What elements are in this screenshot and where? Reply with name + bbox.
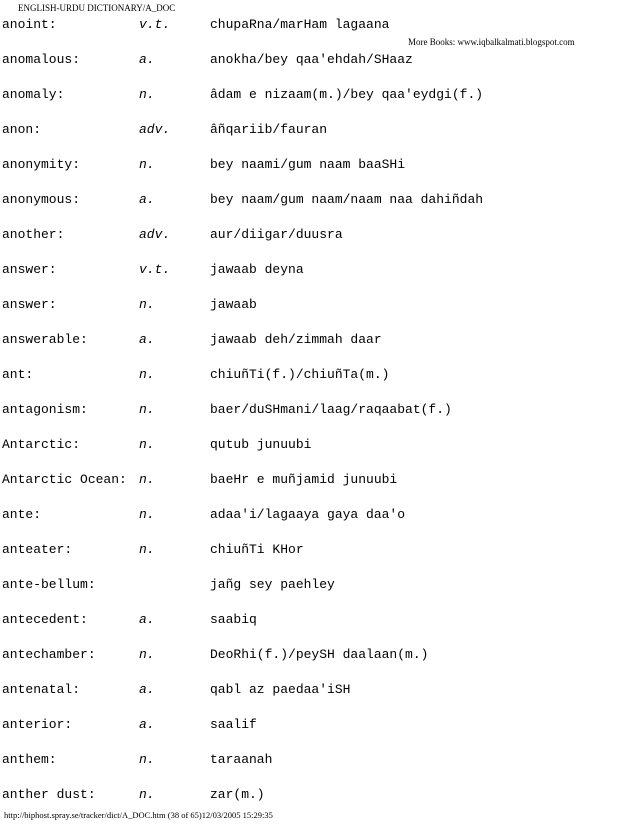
entry-part-of-speech: n. [139,542,155,557]
entry-word: another: [2,227,65,242]
dictionary-entry [0,154,638,189]
entry-part-of-speech: n. [139,87,155,102]
entry-meaning: baer/duSHmani/laag/raqaabat(f.) [210,402,452,417]
entry-word: anonymity: [2,157,81,172]
entry-part-of-speech: n. [139,437,155,452]
dictionary-entry [0,119,638,154]
entry-word: anonymous: [2,192,81,207]
entry-part-of-speech: v.t. [139,262,171,277]
entry-meaning: baeHr e muñjamid junuubi [210,472,398,487]
entry-part-of-speech: n. [139,367,155,382]
entry-part-of-speech: a. [139,192,155,207]
dictionary-entry [0,574,638,609]
dictionary-entry [0,749,638,784]
entry-meaning: jawaab deyna [210,262,304,277]
entry-part-of-speech: n. [139,752,155,767]
entry-part-of-speech: a. [139,682,155,697]
entry-meaning: âñqariib/fauran [210,122,328,137]
entry-word: antecedent: [2,612,88,627]
entry-meaning: bey naami/gum naam baaSHi [210,157,406,172]
entry-word: answer: [2,262,57,277]
entry-part-of-speech: adv. [139,227,171,242]
entry-part-of-speech: a. [139,332,155,347]
entry-meaning: anokha/bey qaa'ehdah/SHaaz [210,52,413,67]
entry-meaning: aur/diigar/duusra [210,227,343,242]
entry-meaning: jañg sey paehley [210,577,335,592]
entry-word: anthem: [2,752,57,767]
dictionary-entry [0,84,638,119]
dictionary-entry [0,714,638,749]
dictionary-entry [0,294,638,329]
entry-word: anomalous: [2,52,81,67]
entry-part-of-speech: a. [139,52,155,67]
entry-part-of-speech: a. [139,612,155,627]
entry-part-of-speech: v.t. [139,17,171,32]
entry-part-of-speech: n. [139,402,155,417]
entry-part-of-speech: a. [139,717,155,732]
entry-word: antechamber: [2,647,96,662]
dictionary-entry [0,329,638,364]
entry-meaning: taraanah [210,752,273,767]
dictionary-entry [0,434,638,469]
entry-meaning: qabl az paedaa'iSH [210,682,351,697]
entry-word: anomaly: [2,87,65,102]
promo-link[interactable]: More Books: www.iqbalkalmati.blogspot.com [408,37,575,47]
page-footer-url: http://biphost.spray.se/tracker/dict/A_DOC.htm (38 of 65)12/03/2005 15:29:35 [4,810,273,820]
entry-word: ante: [2,507,42,522]
entry-part-of-speech: n. [139,507,155,522]
entry-word: anteater: [2,542,73,557]
dictionary-entries [0,14,638,819]
entry-part-of-speech: n. [139,472,155,487]
dictionary-entry [0,399,638,434]
entry-meaning: saabiq [210,612,257,627]
entry-part-of-speech: n. [139,157,155,172]
entry-meaning: chiuñTi(f.)/chiuñTa(m.) [210,367,390,382]
dictionary-entry [0,224,638,259]
page-header: ENGLISH-URDU DICTIONARY/A_DOC [18,3,176,13]
entry-word: ant: [2,367,34,382]
entry-meaning: âdam e nizaam(m.)/bey qaa'eydgi(f.) [210,87,484,102]
entry-word: ante-bellum: [2,577,96,592]
dictionary-entry [0,504,638,539]
entry-word: answer: [2,297,57,312]
entry-meaning: bey naam/gum naam/naam naa dahiñdah [210,192,484,207]
entry-word: anon: [2,122,42,137]
entry-word: anther dust: [2,787,96,802]
entry-meaning: saalif [210,717,257,732]
entry-word: antenatal: [2,682,81,697]
entry-part-of-speech: n. [139,647,155,662]
entry-word: answerable: [2,332,88,347]
dictionary-entry [0,14,638,49]
entry-word: anterior: [2,717,73,732]
dictionary-entry [0,189,638,224]
entry-meaning: DeoRhi(f.)/peySH daalaan(m.) [210,647,429,662]
entry-word: anoint: [2,17,57,32]
entry-word: antagonism: [2,402,88,417]
entry-meaning: zar(m.) [210,787,265,802]
dictionary-entry [0,364,638,399]
entry-meaning: adaa'i/lagaaya gaya daa'o [210,507,406,522]
dictionary-entry [0,644,638,679]
entry-part-of-speech: n. [139,297,155,312]
dictionary-entry [0,469,638,504]
entry-meaning: chiuñTi KHor [210,542,304,557]
entry-word: Antarctic Ocean: [2,472,127,487]
entry-meaning: chupaRna/marHam lagaana [210,17,390,32]
dictionary-entry [0,679,638,714]
dictionary-entry [0,259,638,294]
entry-part-of-speech: n. [139,787,155,802]
entry-meaning: qutub junuubi [210,437,312,452]
entry-meaning: jawaab [210,297,257,312]
dictionary-entry [0,539,638,574]
entry-meaning: jawaab deh/zimmah daar [210,332,382,347]
entry-word: Antarctic: [2,437,81,452]
dictionary-entry [0,49,638,84]
entry-part-of-speech: adv. [139,122,171,137]
dictionary-entry [0,609,638,644]
